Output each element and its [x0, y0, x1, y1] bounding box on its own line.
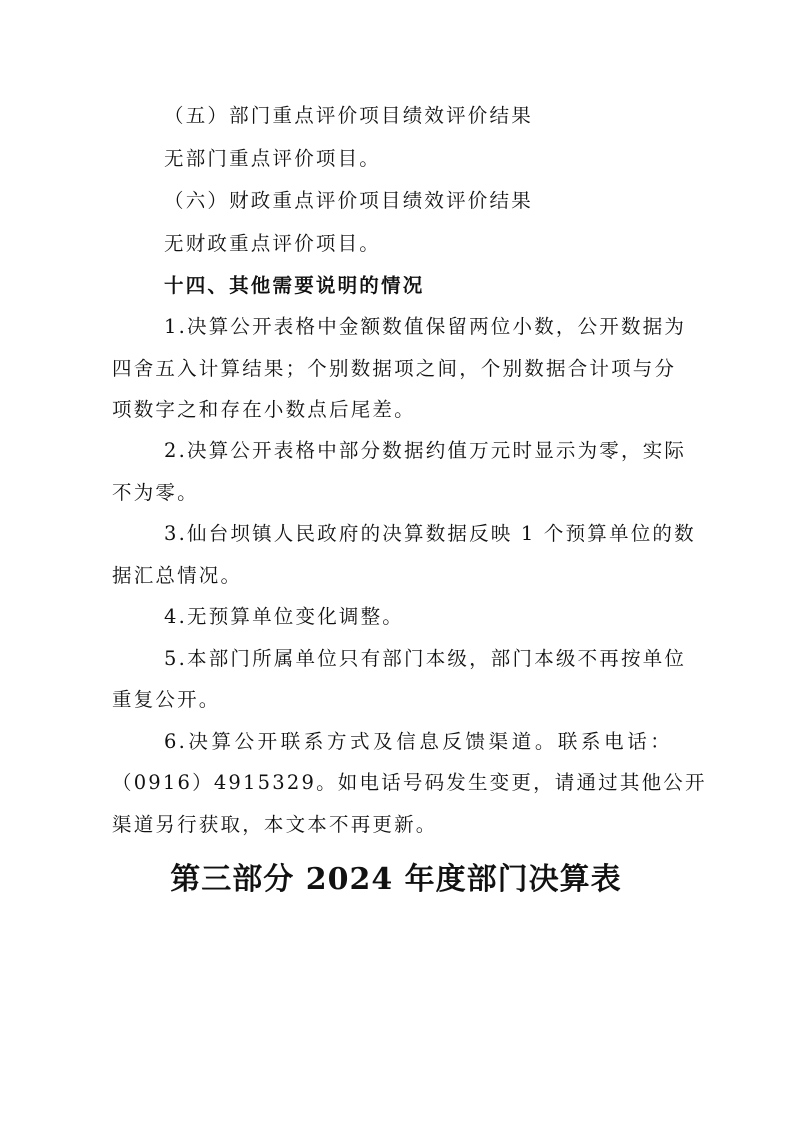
item-6-line-1: 6.决算公开联系方式及信息反馈渠道。联系电话： [164, 730, 672, 753]
item-6-line-2: （0916）4915329。如电话号码发生变更，请通过其他公开 [112, 771, 707, 794]
item-3-line-2: 据汇总情况。 [112, 564, 243, 587]
section-6-body: 无财政重点评价项目。 [164, 232, 382, 255]
item-5-line-1: 5.本部门所属单位只有部门本级，部门本级不再按单位 [164, 647, 687, 670]
item-4-line-1: 4.无预算单位变化调整。 [164, 605, 405, 628]
section-5-body: 无部门重点评价项目。 [164, 147, 382, 170]
item-6-line-3: 渠道另行获取，本文本不再更新。 [112, 813, 438, 836]
item-3-line-1: 3.仙台坝镇人民政府的决算数据反映 1 个预算单位的数 [164, 522, 696, 545]
section-14-heading: 十四、其他需要说明的情况 [164, 274, 425, 297]
item-1-line-1: 1.决算公开表格中金额数值保留两位小数，公开数据为 [164, 315, 687, 338]
section-6-heading: （六）财政重点评价项目绩效评价结果 [164, 189, 533, 212]
item-2-line-2: 不为零。 [112, 481, 199, 504]
item-2-line-1: 2.决算公开表格中部分数据约值万元时显示为零，实际 [164, 439, 687, 462]
section-5-heading: （五）部门重点评价项目绩效评价结果 [164, 104, 533, 127]
item-1-line-2: 四舍五入计算结果；个别数据项之间，个别数据合计项与分 [112, 357, 677, 380]
item-1-line-3: 项数字之和存在小数点后尾差。 [112, 398, 416, 421]
item-5-line-2: 重复公开。 [112, 688, 221, 711]
part-title: 第三部分 2024 年度部门决算表 [170, 862, 622, 897]
